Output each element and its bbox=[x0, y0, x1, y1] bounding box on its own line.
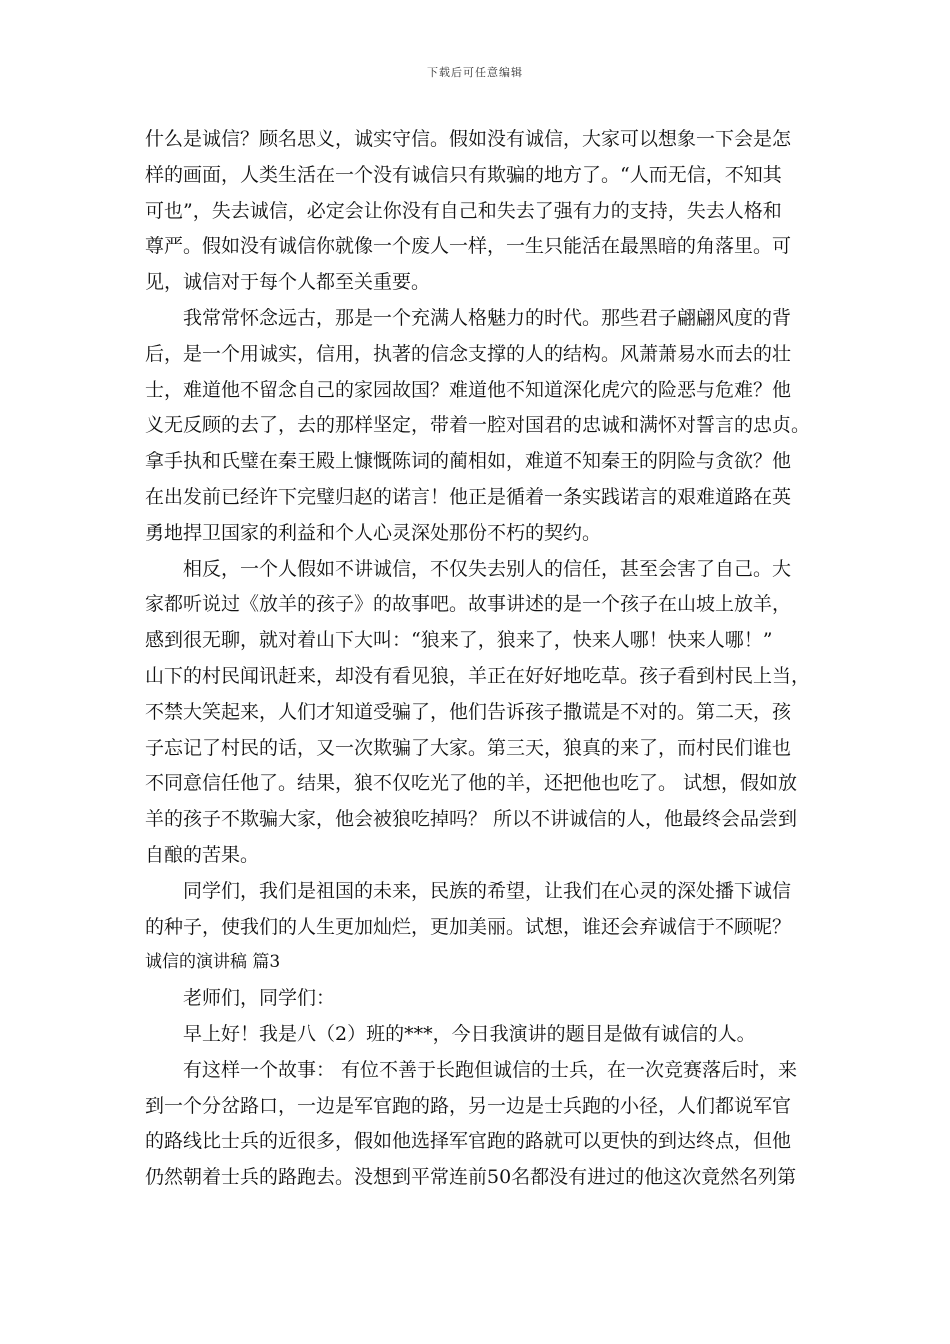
text-line: 士，难道他不留念自己的家园故国？难道他不知道深化虎穴的险恶与危难？他 bbox=[145, 378, 792, 401]
text-line: 的路线比士兵的近很多，假如他选择军官跑的路就可以更快的到达终点，但他 bbox=[145, 1130, 792, 1153]
text-line: 同学们，我们是祖国的未来，民族的希望，让我们在心灵的深处播下诚信 bbox=[183, 879, 792, 902]
text-line: 山下的村民闻讯赶来，却没有看见狼，羊正在好好地吃草。孩子看到村民上当， bbox=[145, 664, 811, 687]
text-line: 不禁大笑起来，人们才知道受骗了，他们告诉孩子撒谎是不对的。第二天，孩 bbox=[145, 700, 792, 723]
text-line: 可也”，失去诚信，必定会让你没有自己和失去了强有力的支持，失去人格和 bbox=[145, 199, 782, 222]
text-line: 感到很无聊，就对着山下大叫：“狼来了，狼来了，快来人哪！快来人哪！” bbox=[145, 629, 773, 652]
text-line: 尊严。假如没有诚信你就像一个废人一样，一生只能活在最黑暗的角落里。可 bbox=[145, 235, 792, 258]
text-line: 羊的孩子不欺骗大家，他会被狼吃掉吗？ 所以不讲诚信的人，他最终会品尝到 bbox=[145, 808, 798, 831]
text-line: 的种子，使我们的人生更加灿烂，更加美丽。试想，谁还会弃诚信于不顾呢？ bbox=[145, 915, 792, 938]
text-line: 在出发前已经许下完璧归赵的诺言！他正是循着一条实践诺言的艰难道路在英 bbox=[145, 485, 792, 508]
text-line: 老师们，同学们： bbox=[183, 987, 336, 1010]
text-line: 家都听说过《放羊的孩子》的故事吧。故事讲述的是一个孩子在山坡上放羊， bbox=[145, 593, 792, 616]
text-line: 早上好！我是八（2）班的***，今日我演讲的题目是做有诚信的人。 bbox=[183, 1022, 756, 1045]
text-line: 不同意信任他了。结果，狼不仅吃光了他的羊，还把他也吃了。 试想，假如放 bbox=[145, 772, 798, 795]
text-line: 勇地捍卫国家的利益和个人心灵深处那份不朽的契约。 bbox=[145, 521, 602, 544]
text-line: 什么是诚信？顾名思义，诚实守信。假如没有诚信，大家可以想象一下会是怎 bbox=[145, 128, 792, 150]
text-line: 相反，一个人假如不讲诚信，不仅失去别人的信任，甚至会害了自己。大 bbox=[183, 557, 792, 580]
text-line: 到一个分岔路口，一边是军官跑的路，另一边是士兵跑的小径，人们都说军官 bbox=[145, 1094, 792, 1117]
page-header: 下载后可任意编辑 bbox=[427, 66, 523, 79]
text-line: 自酿的苦果。 bbox=[145, 843, 260, 866]
text-line: 样的画面，人类生活在一个没有诚信只有欺骗的地方了。“人而无信，不知其 bbox=[145, 163, 782, 186]
section-heading: 诚信的演讲稿 篇3 bbox=[145, 952, 281, 973]
text-line: 拿手执和氏璧在秦王殿上慷慨陈词的蔺相如，难道不知秦王的阴险与贪欲？他 bbox=[145, 450, 792, 473]
text-line: 见，诚信对于每个人都至关重要。 bbox=[145, 271, 431, 294]
text-line: 仍然朝着士兵的路跑去。没想到平常连前50名都没有进过的他这次竟然名列第 bbox=[145, 1166, 797, 1189]
text-line: 子忘记了村民的话，又一次欺骗了大家。第三天，狼真的来了，而村民们谁也 bbox=[145, 736, 792, 759]
text-line: 我常常怀念远古，那是一个充满人格魅力的时代。那些君子翩翩风度的背 bbox=[183, 306, 792, 329]
text-line: 义无反顾的去了，去的那样坚定，带着一腔对国君的忠诚和满怀对誓言的忠贞。 bbox=[145, 414, 811, 437]
text-line: 后，是一个用诚实，信用，执著的信念支撑的人的结构。风萧萧易水而去的壮 bbox=[145, 342, 792, 365]
document-body bbox=[145, 122, 825, 1196]
text-line: 有这样一个故事： 有位不善于长跑但诚信的士兵，在一次竞赛落后时，来 bbox=[183, 1058, 798, 1081]
